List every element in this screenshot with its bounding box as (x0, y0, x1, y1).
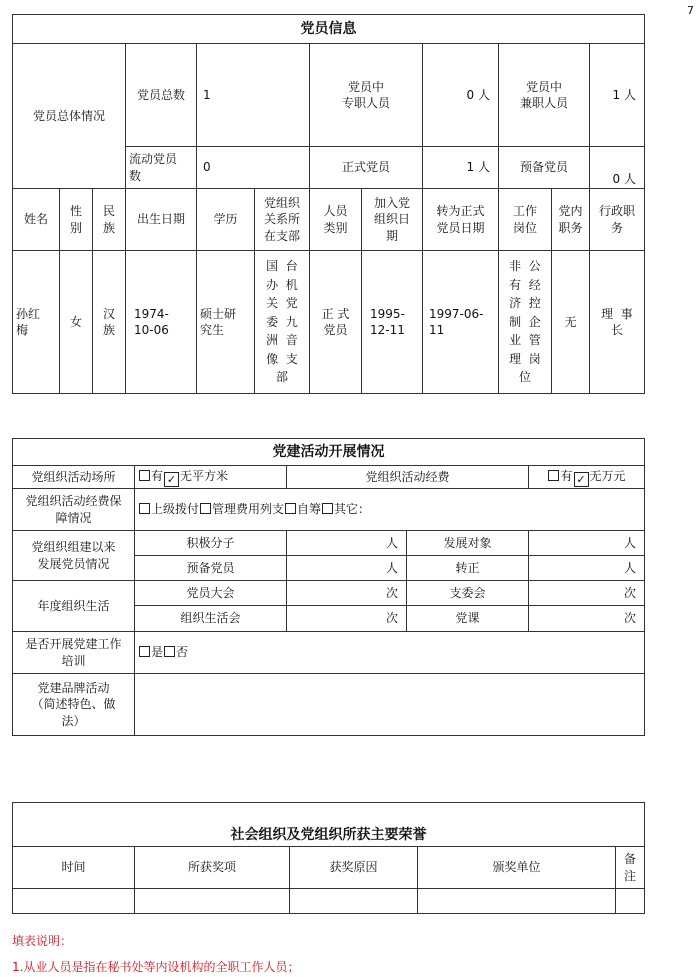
member-birth: 1974- 10-06 (126, 251, 197, 394)
party-member-table (12, 14, 645, 394)
member-position: 非 公 有 经 济 控 制 企 业 管 理 岗 位 (499, 251, 552, 394)
fund-source-checkbox-2[interactable] (200, 503, 211, 514)
member-type: 正 式 党员 (310, 251, 362, 394)
honors-header-reason: 获奖原因 (290, 847, 418, 889)
fund-has-label: 有 (560, 468, 573, 483)
brand-content[interactable] (135, 674, 645, 736)
fulltime-label: 党员中 专职人员 (310, 44, 423, 147)
header-name: 姓名 (13, 189, 60, 251)
header-party-post: 党内 职务 (552, 189, 590, 251)
honors-cell[interactable] (290, 889, 418, 914)
party-info-title: 党员信息 (13, 15, 645, 44)
honors-header-remark: 备 注 (616, 847, 645, 889)
honors-cell[interactable] (135, 889, 290, 914)
venue-none-label: 无平方米 (180, 468, 229, 483)
fund-none-label: 无万元 (589, 468, 626, 483)
notes-heading: 填表说明： (12, 934, 73, 948)
total-value: 1 (197, 44, 310, 147)
targets-unit: 人 (529, 531, 645, 556)
probationary-label: 预备党员 (135, 556, 287, 581)
branch-meeting-unit: 次 (529, 581, 645, 606)
honors-header-time: 时间 (13, 847, 135, 889)
member-education: 硕士研 究生 (197, 251, 255, 394)
converted-label: 转正 (407, 556, 529, 581)
fund-source-option-2: 管理费用列支 (212, 502, 285, 517)
header-gender: 性 别 (60, 189, 93, 251)
table-row (13, 889, 645, 914)
member-join-date: 1995- 12-11 (362, 251, 423, 394)
table-row (13, 251, 645, 394)
parttime-value: 1 人 (590, 44, 645, 147)
venue-has-checkbox[interactable] (139, 470, 150, 481)
fund-source-label: 党组织活动经费保 障情况 (13, 489, 135, 531)
life-meeting-label: 组织生活会 (135, 606, 287, 632)
training-label: 是否开展党建工作 培训 (13, 632, 135, 674)
party-class-label: 党课 (407, 606, 529, 632)
life-meeting-unit: 次 (287, 606, 407, 632)
mobile-value: 0 (197, 147, 310, 189)
fund-source-checkbox-3[interactable] (285, 503, 296, 514)
header-branch: 党组织 关系所 在支部 (255, 189, 310, 251)
honors-cell[interactable] (616, 889, 645, 914)
member-party-post: 无 (552, 251, 590, 394)
header-ethnicity: 民 族 (93, 189, 126, 251)
targets-label: 发展对象 (407, 531, 529, 556)
party-class-unit: 次 (529, 606, 645, 632)
header-formal-date: 转为正式 党员日期 (423, 189, 499, 251)
activities-table (12, 438, 645, 736)
parttime-label: 党员中 兼职人员 (499, 44, 590, 147)
notes-line-1: 1.从业人员是指在秘书处等内设机构的全职工作人员； (12, 960, 300, 974)
overview-label: 党员总体情况 (13, 44, 126, 189)
honors-cell[interactable] (13, 889, 135, 914)
mobile-label: 流动党员 数 (126, 147, 197, 189)
formal-value: 1 人 (423, 147, 499, 189)
fund-source-option-4: 其它： (334, 502, 371, 517)
probation-value: 0 人 (590, 147, 645, 189)
venue-has-label: 有 (151, 468, 164, 483)
activities-title: 党建活动开展情况 (13, 439, 645, 466)
header-type: 人员 类别 (310, 189, 362, 251)
venue-options (135, 466, 287, 489)
page-number: 7 (687, 4, 694, 17)
activists-label: 积极分子 (135, 531, 287, 556)
training-no-checkbox[interactable] (164, 646, 175, 657)
activists-unit: 人 (287, 531, 407, 556)
honors-cell[interactable] (418, 889, 616, 914)
fund-source-option-1: 上级拨付 (151, 502, 200, 517)
annual-label: 年度组织生活 (13, 581, 135, 632)
honors-header-issuer: 颁奖单位 (418, 847, 616, 889)
fund-has-checkbox[interactable] (548, 470, 559, 481)
training-yes-checkbox[interactable] (139, 646, 150, 657)
fund-options (529, 466, 645, 489)
header-admin-post: 行政职 务 (590, 189, 645, 251)
member-admin-post: 理 事 长 (590, 251, 645, 394)
header-position: 工作 岗位 (499, 189, 552, 251)
fund-label: 党组织活动经费 (287, 466, 529, 489)
member-ethnicity: 汉 族 (93, 251, 126, 394)
venue-none-checkbox[interactable]: ✓ (164, 472, 179, 487)
probation-label: 预备党员 (499, 147, 590, 189)
training-yes-label: 是 (151, 645, 164, 660)
header-education: 学历 (197, 189, 255, 251)
probationary-unit: 人 (287, 556, 407, 581)
fund-none-checkbox[interactable]: ✓ (574, 472, 589, 487)
converted-unit: 人 (529, 556, 645, 581)
general-meeting-unit: 次 (287, 581, 407, 606)
formal-label: 正式党员 (310, 147, 423, 189)
honors-title: 社会组织及党组织所获主要荣誉 (13, 803, 645, 847)
member-name: 孙红 梅 (13, 251, 60, 394)
fund-source-options (135, 489, 645, 531)
venue-label: 党组织活动场所 (13, 466, 135, 489)
branch-meeting-label: 支委会 (407, 581, 529, 606)
training-no-label: 否 (176, 645, 189, 660)
honors-header-award: 所获奖项 (135, 847, 290, 889)
training-options (135, 632, 645, 674)
brand-label: 党建品牌活动 （简述特色、做 法） (13, 674, 135, 736)
general-meeting-label: 党员大会 (135, 581, 287, 606)
honors-table (12, 802, 645, 914)
fund-source-checkbox-4[interactable] (322, 503, 333, 514)
development-label: 党组织组建以来 发展党员情况 (13, 531, 135, 581)
member-branch: 国 台 办 机 关 党 委 九 洲 音 像 支 部 (255, 251, 310, 394)
fund-source-checkbox-1[interactable] (139, 503, 150, 514)
header-birth: 出生日期 (126, 189, 197, 251)
member-formal-date: 1997-06- 11 (423, 251, 499, 394)
fund-source-option-3: 自筹 (297, 502, 322, 517)
member-gender: 女 (60, 251, 93, 394)
total-label: 党员总数 (126, 44, 197, 147)
fulltime-value: 0 人 (423, 44, 499, 147)
header-join-date: 加入党 组织日 期 (362, 189, 423, 251)
